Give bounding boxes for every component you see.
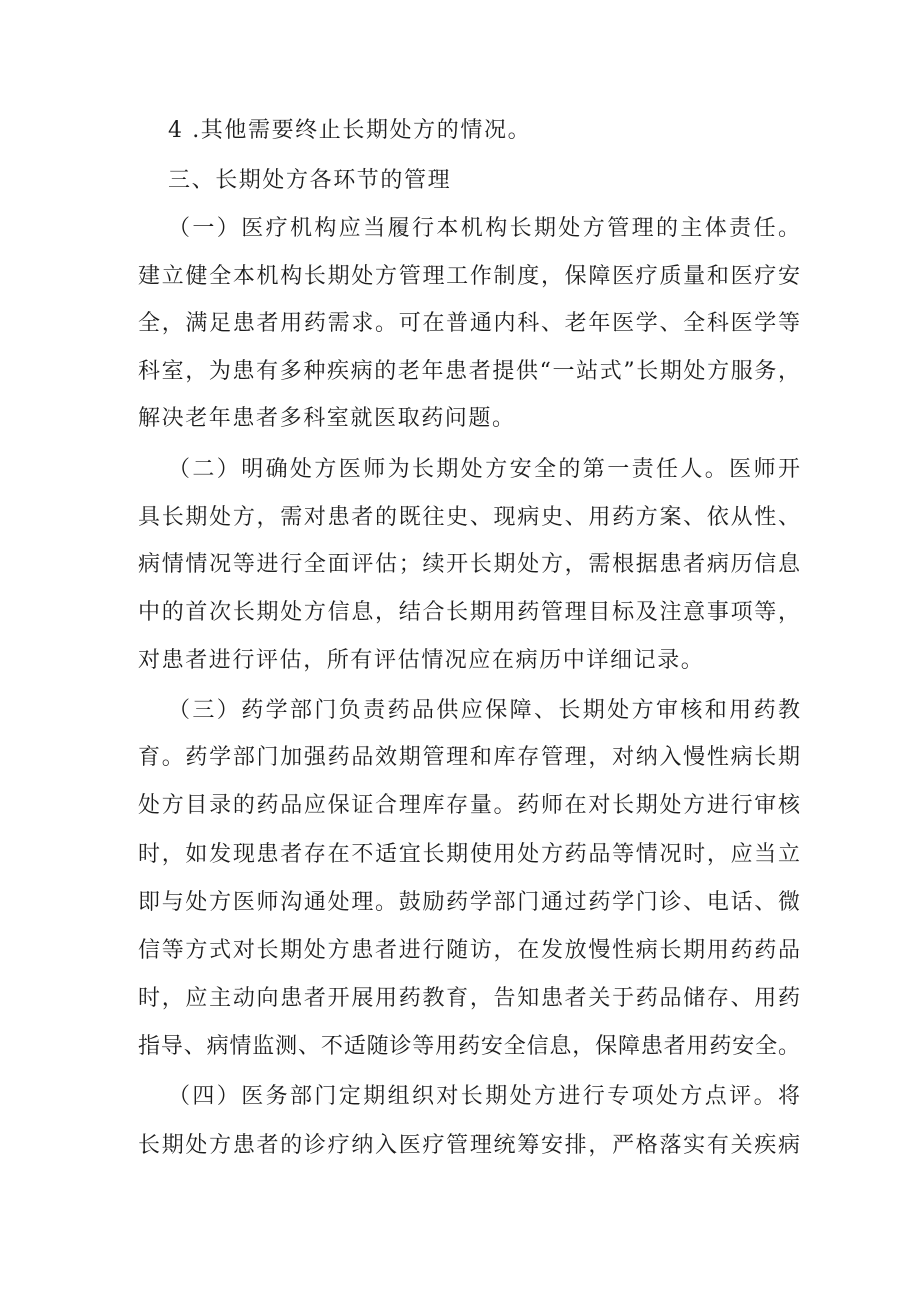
paragraph-line: 指导、病情监测、不适随诊等用药安全信息，保障患者用药安全。 <box>138 1034 800 1059</box>
paragraph-line: （一）医疗机构应当履行本机构长期处方管理的主体责任。 <box>168 216 800 241</box>
section-heading: 三、长期处方各环节的管理 <box>168 168 452 193</box>
paragraph-line: 长期处方患者的诊疗纳入医疗管理统筹安排，严格落实有关疾病 <box>138 1133 800 1158</box>
paragraph-line: （三）药学部门负责药品供应保障、长期处方审核和用药教 <box>168 698 800 723</box>
paragraph-line: 信等方式对长期处方患者进行随访，在发放慢性病长期用药药品 <box>138 938 800 963</box>
paragraph-line: （四）医务部门定期组织对长期处方进行专项处方点评。将 <box>168 1084 800 1109</box>
paragraph-line: 中的首次长期处方信息，结合长期用药管理目标及注意事项等， <box>138 600 800 625</box>
paragraph-line: 即与处方医师沟通处理。鼓励药学部门通过药学门诊、电话、微 <box>138 890 800 915</box>
paragraph-line: 建立健全本机构长期处方管理工作制度，保障医疗质量和医疗安 <box>138 264 800 289</box>
paragraph-line: 科室，为患有多种疾病的老年患者提供“一站式”长期处方服务， <box>138 359 800 384</box>
paragraph-line: （二）明确处方医师为长期处方安全的第一责任人。医师开 <box>168 457 800 482</box>
paragraph-line: 育。药学部门加强药品效期管理和库存管理，对纳入慢性病长期 <box>138 745 800 770</box>
paragraph-line: 全，满足患者用药需求。可在普通内科、老年医学、全科医学等 <box>138 311 800 336</box>
paragraph-line: 对患者进行评估，所有评估情况应在病历中详细记录。 <box>138 648 705 673</box>
paragraph-line: 解决老年患者多科室就医取药问题。 <box>138 406 516 431</box>
paragraph-line: 处方目录的药品应保证合理库存量。药师在对长期处方进行审核 <box>138 793 800 818</box>
list-item-4: 4 .其他需要终止长期处方的情况。 <box>168 118 532 143</box>
paragraph-line: 时，如发现患者存在不适宜长期使用处方药品等情况时，应当立 <box>138 842 800 867</box>
paragraph-line: 时，应主动向患者开展用药教育，告知患者关于药品储存、用药 <box>138 986 800 1011</box>
paragraph-line: 病情情况等进行全面评估；续开长期处方，需根据患者病历信息 <box>138 552 800 577</box>
paragraph-line: 具长期处方，需对患者的既往史、现病史、用药方案、依从性、 <box>138 505 800 530</box>
